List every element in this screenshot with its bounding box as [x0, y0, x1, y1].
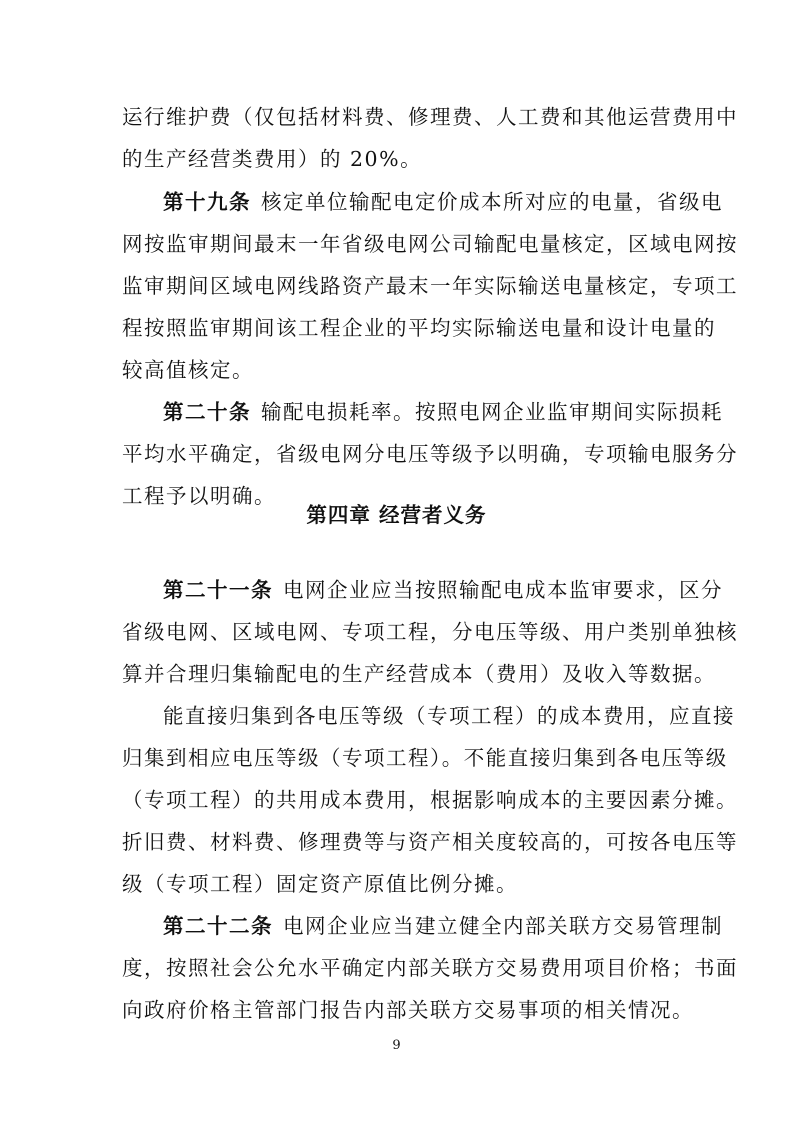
text-line: 算并合理归集输配电的生产经营成本（费用）及收入等数据。 [122, 662, 716, 686]
text-line: 网按监审期间最末一年省级电网公司输配电量核定，区域电网按 [122, 232, 738, 256]
text-line [122, 906, 723, 946]
text-line: 级（专项工程）固定资产原值比例分摊。 [122, 872, 518, 896]
text-line: 能直接归集到各电压等级（专项工程）的成本费用，应直接 [163, 704, 735, 728]
text-line [122, 182, 723, 222]
text-line: 省级电网、区域电网、专项工程，分电压等级、用户类别单独核 [122, 620, 738, 644]
article-text: 输配电损耗率。按照电网企业监审期间实际损耗 [261, 400, 723, 424]
text-line: 归集到相应电压等级（专项工程）。不能直接归集到各电压等级 [122, 746, 728, 770]
article-text: 电网企业应当建立健全内部关联方交易管理制 [283, 914, 723, 938]
article-number: 第二十二条 [163, 914, 273, 938]
chapter-title: 第四章 经营者义务 [306, 503, 487, 527]
page-number: 9 [392, 1038, 401, 1053]
text-line: 程按照监审期间该工程企业的平均实际输送电量和设计电量的 [122, 316, 716, 340]
text-line: 平均水平确定，省级电网分电压等级予以明确，专项输电服务分 [122, 442, 738, 466]
text-line [122, 570, 723, 610]
text-line: 向政府价格主管部门报告内部关联方交易事项的相关情况。 [122, 998, 694, 1022]
text-line [122, 392, 723, 432]
text-line: 较高值核定。 [122, 358, 254, 382]
text-line: 度，按照社会公允水平确定内部关联方交易费用项目价格；书面 [122, 956, 738, 980]
text-line: 的生产经营类费用）的 20%。 [122, 147, 423, 171]
text-line: 工程予以明确。 [122, 484, 276, 508]
article-text: 电网企业应当按照输配电成本监审要求，区分 [283, 578, 723, 602]
article-number: 第二十一条 [163, 578, 273, 602]
text-line: 监审期间区域电网线路资产最末一年实际输送电量核定，专项工 [122, 274, 738, 298]
article-text: 核定单位输配电定价成本所对应的电量，省级电 [261, 190, 723, 214]
text-line: 折旧费、材料费、修理费等与资产相关度较高的，可按各电压等 [122, 830, 738, 854]
text-line: 运行维护费（仅包括材料费、修理费、人工费和其他运营费用中 [122, 105, 738, 129]
article-number: 第十九条 [163, 190, 251, 214]
article-number: 第二十条 [163, 400, 251, 424]
text-line: （专项工程）的共用成本费用，根据影响成本的主要因素分摊。 [122, 788, 738, 812]
